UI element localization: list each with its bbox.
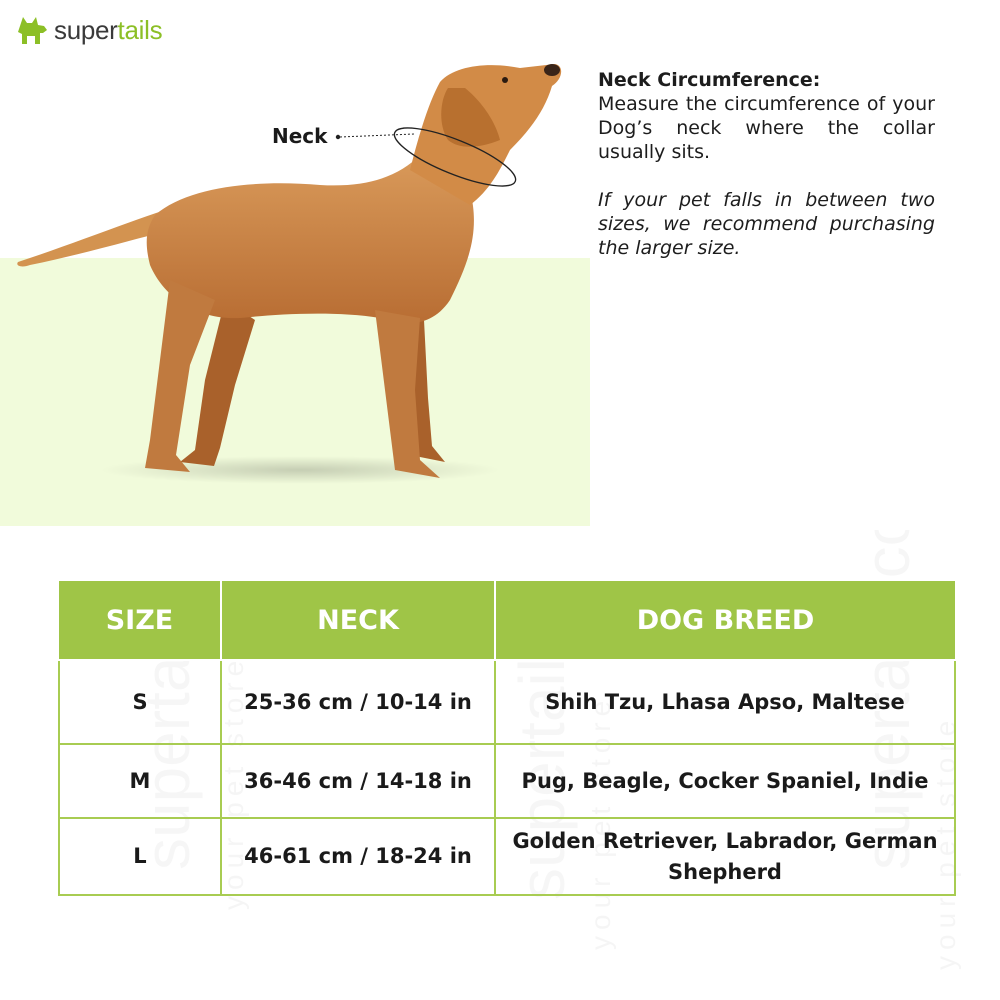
neck-cell: 25-36 cm / 10-14 in: [221, 660, 495, 744]
header-size: SIZE: [59, 581, 221, 660]
info-body: Measure the circumference of your Dog’s neck where the collar usually sits.: [598, 93, 935, 163]
header-neck: NECK: [221, 581, 495, 660]
breed-cell: Golden Retriever, Labrador, German Shepherd: [495, 818, 955, 895]
header-dog-breed: DOG BREED: [495, 581, 955, 660]
info-title: Neck Circumference:: [598, 69, 821, 91]
table-row: [59, 660, 955, 744]
info-panel: [598, 68, 935, 260]
table-header-row: [59, 581, 955, 660]
logo-text: supertails: [54, 14, 163, 45]
breed-cell: Shih Tzu, Lhasa Apso, Maltese: [495, 660, 955, 744]
neck-cell: 36-46 cm / 14-18 in: [221, 744, 495, 818]
size-cell: L: [59, 818, 221, 895]
breed-cell: Pug, Beagle, Cocker Spaniel, Indie: [495, 744, 955, 818]
dog-illustration: [0, 40, 590, 490]
info-note: If your pet falls in between two sizes, we recommend purchasing the larger size.: [598, 189, 935, 259]
neck-cell: 46-61 cm / 18-24 in: [221, 818, 495, 895]
table-row: [59, 818, 955, 895]
size-cell: M: [59, 744, 221, 818]
table-row: [59, 744, 955, 818]
size-table: [58, 581, 956, 896]
neck-label: Neck: [272, 124, 328, 148]
size-cell: S: [59, 660, 221, 744]
